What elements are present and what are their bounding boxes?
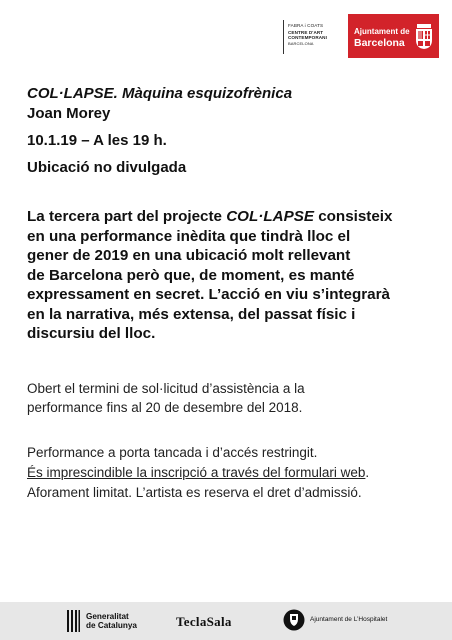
event-date: 10.1.19 – A les 19 h. [27, 132, 167, 149]
registration-notice [27, 379, 437, 417]
description-line-4: de Barcelona però que, de moment, es manté [27, 266, 355, 284]
generalitat-logo-text [86, 612, 137, 630]
fabra-coats-line4: BARCELONA [288, 41, 314, 46]
ajuntament-line1: Ajuntament de [354, 27, 410, 36]
access-notice [27, 443, 437, 503]
ajuntament-barcelona-logo [348, 14, 439, 58]
description-line-1-post: consisteix [313, 208, 393, 225]
project-name: COL·LAPSE [226, 208, 314, 225]
fabra-coats-line1: FABRA i COATS [288, 23, 324, 28]
generalitat-stripes-icon [66, 610, 80, 632]
hospitalet-logo-text: Ajuntament de L’Hospitalet [310, 616, 388, 623]
footer-sponsors [0, 602, 452, 640]
event-description [27, 207, 437, 344]
access-line-1: Performance a porta tancada i d’accés restringit. [27, 445, 318, 460]
barcelona-shield-icon [414, 22, 434, 50]
description-line-2: en una performance inèdita que tindrà lloc el [27, 227, 351, 245]
fabra-coats-logo [283, 20, 344, 54]
access-link-suffix: . [365, 465, 370, 480]
registration-form-link[interactable]: És imprescindible la inscripció a través del formulari web [27, 465, 366, 480]
access-line-3: Aforament limitat. L’artista es reserva el dret d’admissió. [27, 485, 362, 500]
event-artist: Joan Morey [27, 105, 111, 122]
description-line-1 [27, 207, 437, 227]
registration-line-2: performance fins al 20 de desembre del 2018. [27, 400, 303, 415]
description-line-3: gener de 2019 en una ubicació molt rellevant [27, 247, 351, 264]
fabra-coats-line2: CENTRE D'ART [288, 30, 324, 35]
generalitat-line1: Generalitat [86, 612, 129, 621]
teclasala-logo: TeclaSala [176, 614, 232, 629]
fabra-coats-line3: CONTEMPORANI [288, 35, 327, 40]
generalitat-line2: de Catalunya [86, 621, 137, 630]
description-line-1-pre: La tercera part del projecte [27, 208, 227, 225]
event-location: Ubicació no divulgada [27, 159, 187, 176]
description-line-7: discursiu del lloc. [27, 325, 156, 342]
access-line-2 [27, 463, 437, 483]
description-line-5: expressament en secret. L’acció en viu s’integrarà [27, 286, 390, 303]
registration-line-1: Obert el termini de sol·licitud d’assistència a la [27, 381, 305, 396]
ajuntament-line2: Barcelona [354, 37, 405, 49]
hospitalet-emblem-icon [283, 609, 305, 631]
description-line-6: en la narrativa, més extensa, del passat físic i [27, 305, 356, 323]
event-title: COL·LAPSE. Màquina esquizofrènica [27, 85, 293, 102]
